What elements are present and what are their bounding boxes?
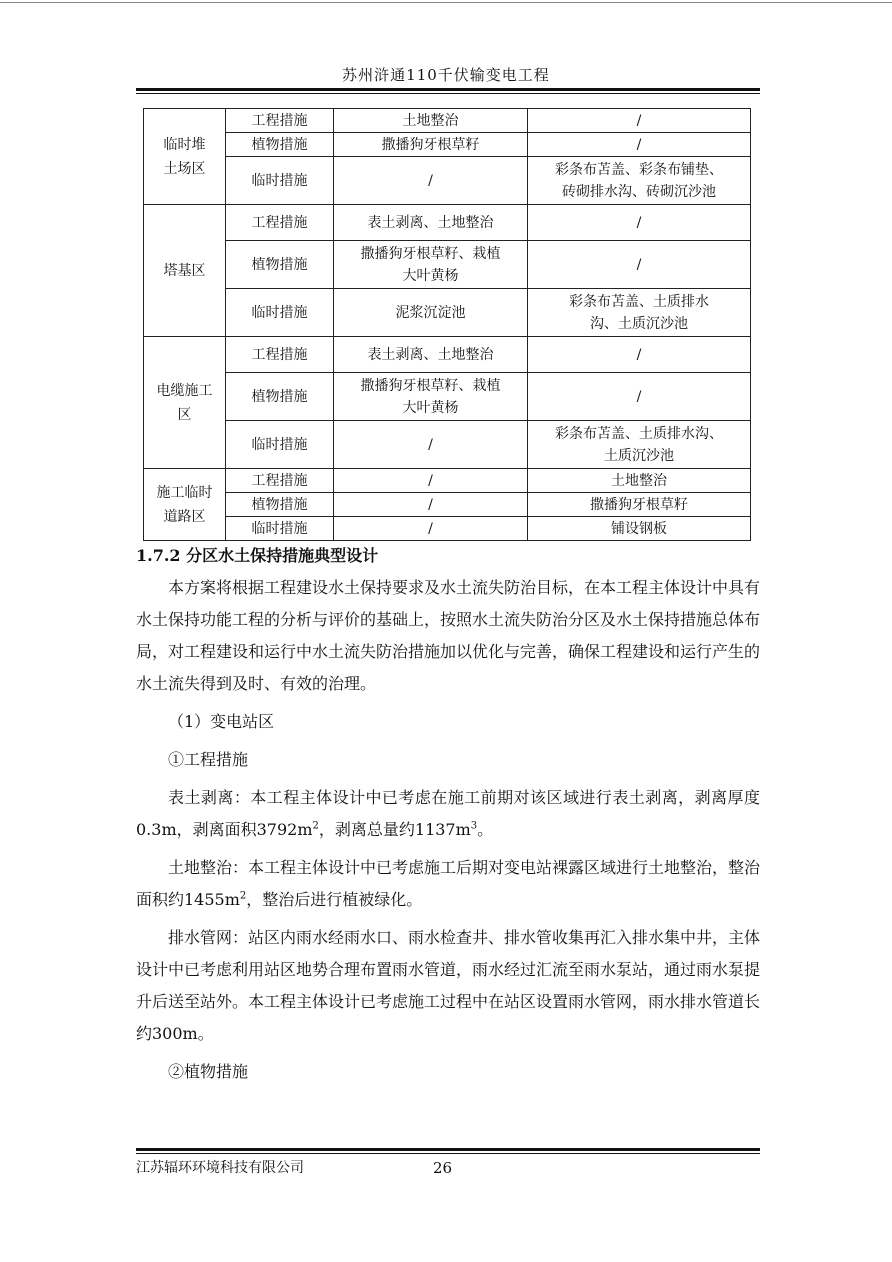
plan-cell: / (528, 133, 751, 157)
plan-cell: / (528, 109, 751, 133)
plan-cell: 撒播狗牙根草籽 (528, 493, 751, 517)
table-row (144, 241, 751, 289)
measure-type-cell: 临时措施 (226, 289, 334, 337)
section-heading: 1.7.2 分区水土保持措施典型设计 (136, 546, 379, 565)
intro-paragraph: 本方案将根据工程建设水土保持要求及水土流失防治目标，在本工程主体设计中具有水土保持功能工程的分析与评价的基础上，按照水土流失防治分区及水土保持措施总体布局，对工程建设和运行中水土流失防治措施加以优化与完善，确保工程建设和运行产生的水土流失得到及时、有效的治理。 (136, 578, 761, 693)
table-row (144, 493, 751, 517)
land-paragraph: 土地整治：本工程主体设计中已考虑施工后期对变电站裸露区域进行土地整治，整治面积约$1455m^2$，整治后进行植被绿化。 (136, 858, 761, 909)
measure-type-cell: 工程措施 (226, 469, 334, 493)
footer-company: 江苏辐环环境科技有限公司 (136, 1160, 304, 1176)
plant-measures-title: ②植物措施 (168, 1062, 249, 1081)
body-content (136, 544, 760, 1088)
measure-type-cell: 工程措施 (226, 205, 334, 241)
measure-type-cell: 工程措施 (226, 337, 334, 373)
main-design-cell: / (334, 157, 528, 205)
main-design-cell: 表土剥离、土地整治 (334, 337, 528, 373)
plan-cell: / (528, 205, 751, 241)
table-row (144, 133, 751, 157)
table-row (144, 337, 751, 373)
plan-cell: / (528, 241, 751, 289)
plan-cell: / (528, 373, 751, 421)
engineering-measures-title: ①工程措施 (168, 750, 249, 769)
table-row (144, 421, 751, 469)
main-design-cell: 撒播狗牙根草籽、栽植大叶黄杨 (334, 241, 528, 289)
table-row (144, 517, 751, 541)
measure-type-cell: 植物措施 (226, 373, 334, 421)
measure-type-cell: 植物措施 (226, 241, 334, 289)
measure-type-cell: 工程措施 (226, 109, 334, 133)
zone-cell: 塔基区 (144, 205, 226, 337)
table-row (144, 373, 751, 421)
plan-cell: 彩条布苫盖、彩条布铺垫、砖砌排水沟、砖砌沉沙池 (528, 157, 751, 205)
header-rule-thick (136, 88, 760, 91)
header-rule-thin (136, 93, 760, 94)
plan-cell: 彩条布苫盖、土质排水沟、土质沉沙池 (528, 421, 751, 469)
table-row (144, 157, 751, 205)
table-row (144, 205, 751, 241)
main-design-cell: / (334, 517, 528, 541)
table-row (144, 469, 751, 493)
measure-type-cell: 临时措施 (226, 421, 334, 469)
footer-rule-thin (136, 1153, 760, 1154)
main-design-cell: 撒播狗牙根草籽 (334, 133, 528, 157)
plan-cell: 土地整治 (528, 469, 751, 493)
measures-table (143, 108, 751, 541)
topsoil-paragraph: 表土剥离：本工程主体设计中已考虑在施工前期对该区域进行表土剥离，剥离厚度0.3m，剥离面积$3792m^2$，剥离总量约$1137m^3$。 (136, 788, 760, 839)
drainage-paragraph: 排水管网：站区内雨水经雨水口、雨水检查井、排水管收集再汇入排水集中井，主体设计中已考虑利用站区地势合理布置雨水管道，雨水经过汇流至雨水泵站，通过雨水泵提升后送至站外。本工程主体设计已考虑施工过程中在站区设置雨水管网，雨水排水管道长约300m。 (136, 928, 761, 1043)
top-border (0, 2, 892, 3)
page-number: 26 (433, 1159, 453, 1177)
zone-cell: 电缆施工区 (144, 337, 226, 469)
main-design-cell: 泥浆沉淀池 (334, 289, 528, 337)
measure-type-cell: 植物措施 (226, 493, 334, 517)
zone-cell: 临时堆土场区 (144, 109, 226, 205)
measure-type-cell: 植物措施 (226, 133, 334, 157)
table-row (144, 289, 751, 337)
main-design-cell: 撒播狗牙根草籽、栽植大叶黄杨 (334, 373, 528, 421)
plan-cell: 彩条布苫盖、土质排水沟、土质沉沙池 (528, 289, 751, 337)
plan-cell: / (528, 337, 751, 373)
zone-cell: 施工临时道路区 (144, 469, 226, 541)
main-design-cell: / (334, 493, 528, 517)
main-design-cell: / (334, 421, 528, 469)
main-design-cell: 土地整治 (334, 109, 528, 133)
measure-type-cell: 临时措施 (226, 157, 334, 205)
main-design-cell: 表土剥离、土地整治 (334, 205, 528, 241)
running-header: 苏州浒通110千伏输变电工程 (342, 66, 550, 84)
footer-rule-thick (136, 1148, 760, 1151)
table-row (144, 109, 751, 133)
subsection-title: （1）变电站区 (168, 712, 275, 731)
plan-cell: 铺设钢板 (528, 517, 751, 541)
measure-type-cell: 临时措施 (226, 517, 334, 541)
main-design-cell: / (334, 469, 528, 493)
